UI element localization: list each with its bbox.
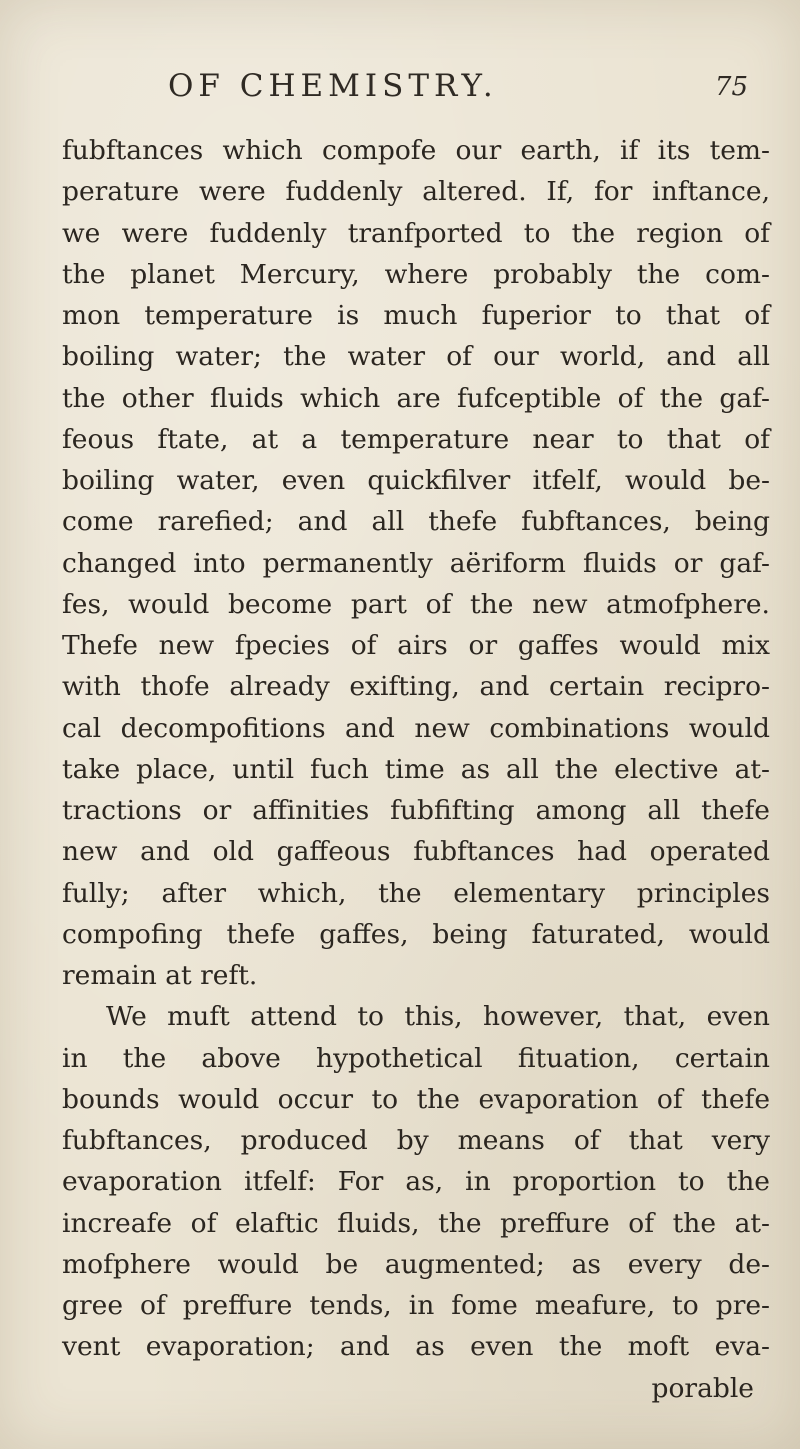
text-line: changed into permanently aëriform fluids or gaf- — [62, 547, 770, 579]
text-line: fubftances which compofe our earth, if its tem- — [62, 135, 770, 166]
text-line: gree of preffure tends, in fome meafure, to pre- — [62, 1290, 770, 1321]
text-line-paragraph-start: We muft attend to this, however, that, even — [106, 1001, 770, 1033]
text-line: fubftances, produced by means of that very — [62, 1125, 770, 1156]
text-line: remain at reft. — [62, 960, 258, 991]
body-text — [40, 130, 770, 1409]
text-line: mon temperature is much fuperior to that of — [62, 300, 770, 331]
text-line: increafe of elaftic fluids, the preffure of the at- — [62, 1207, 770, 1239]
text-line: cal decompofitions and new combinations would — [62, 712, 770, 744]
text-line: boiling water; the water of our world, and all — [62, 341, 770, 373]
running-title: OF CHEMISTRY. — [168, 68, 498, 104]
text-line: feous ftate, at a temperature near to that of — [62, 423, 770, 455]
text-line: vent evaporation; and as even the moft eva- — [62, 1331, 770, 1363]
text-line: perature were fuddenly altered. If, for inftance, — [62, 176, 770, 208]
text-line: compofing thefe gaffes, being faturated, would — [62, 918, 770, 950]
text-line: bounds would occur to the evaporation of thefe — [62, 1083, 770, 1115]
text-line: evaporation itfelf: For as, in proportion to the — [62, 1166, 770, 1198]
text-line: with thofe already exifting, and certain recipro- — [62, 671, 770, 703]
text-line: in the above hypothetical fituation, certain — [62, 1042, 770, 1074]
text-line: boiling water, even quickfilver itfelf, would be- — [62, 465, 770, 496]
text-line: tractions or affinities fubfifting among all thefe — [62, 795, 770, 826]
text-line: fully; after which, the elementary principles — [62, 877, 770, 909]
text-line: we were fuddenly tranfported to the region of — [62, 217, 770, 249]
text-line: take place, until fuch time as all the elective at- — [62, 753, 770, 785]
page-number: 75 — [714, 72, 748, 102]
text-line: new and old gaffeous fubftances had operated — [62, 836, 770, 868]
text-line: Thefe new fpecies of airs or gaffes would mix — [62, 630, 770, 661]
text-line: the other fluids which are fufceptible of the gaf- — [62, 382, 770, 414]
text-line: mofphere would be augmented; as every de- — [62, 1248, 770, 1280]
page-header — [168, 68, 748, 108]
text-line: come rarefied; and all thefe fubftances, being — [62, 506, 770, 538]
text-line: the planet Mercury, where probably the com- — [62, 258, 770, 290]
text-line: fes, would become part of the new atmofphere. — [62, 588, 770, 620]
catchword: porable — [651, 1372, 754, 1404]
